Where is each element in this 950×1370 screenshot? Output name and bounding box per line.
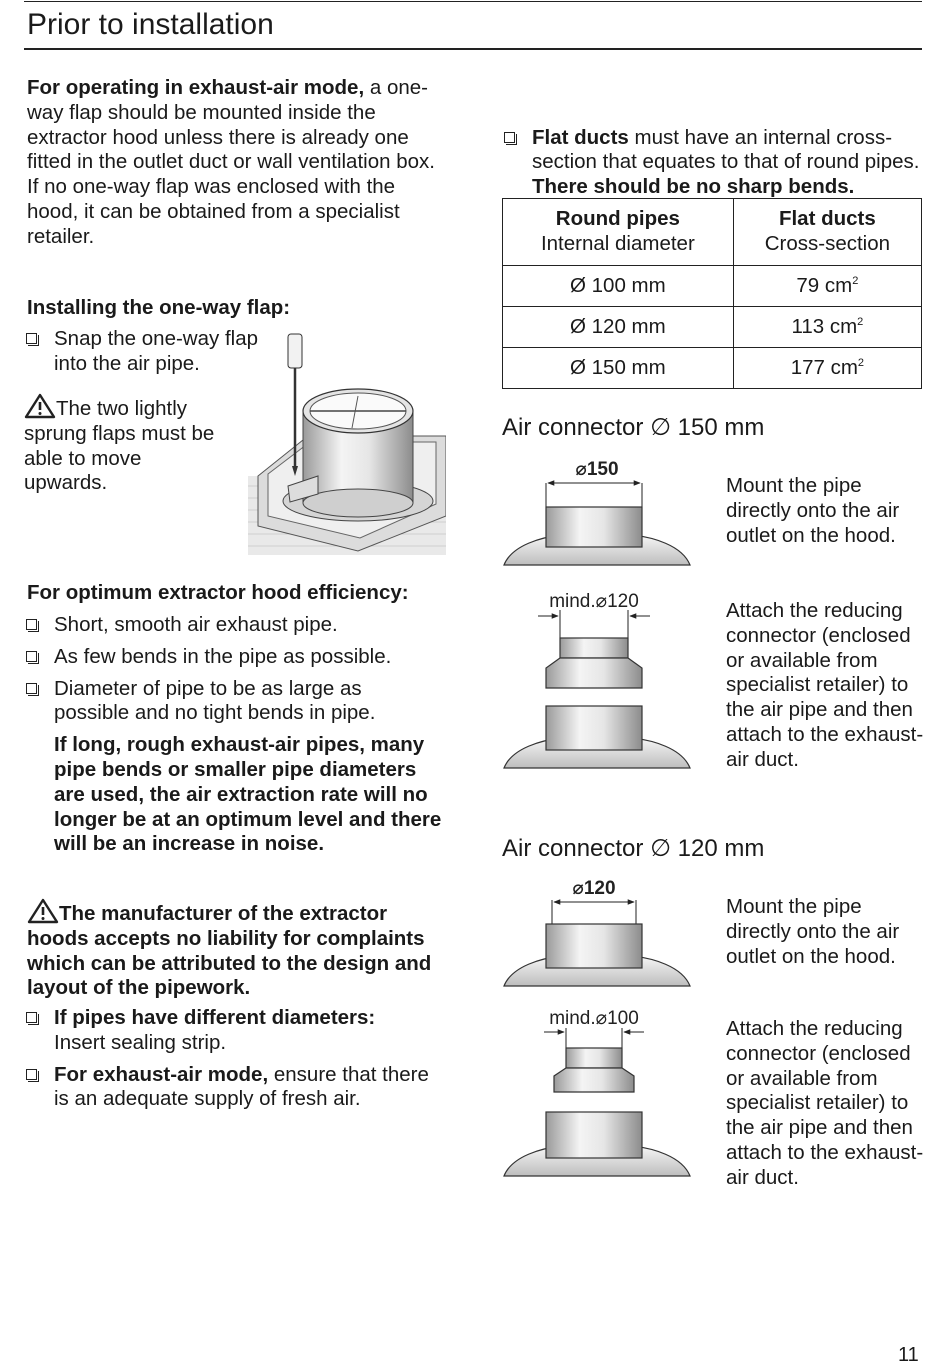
col1-sub: Internal diameter [540,232,695,255]
efficiency-heading: For optimum extractor hood efficiency: [27,581,409,604]
connector150-reducer-label: mind.⌀120 [549,591,639,612]
tip-item [26,1063,446,1113]
tip-bold: If pipes have different diameters: [54,1006,376,1029]
liability-warning [27,898,452,1001]
pipe-conversion-table [502,198,922,389]
installing-step [26,327,276,377]
flat-ducts-note: There should be no sharp bends. [532,175,855,199]
table-cell-round: Ø 150 mm [503,348,734,389]
warning-triangle-icon [27,898,59,924]
checkbox-icon [26,651,37,662]
table-header-flat [733,199,921,266]
flap-installation-illustration [248,326,446,555]
connector120-direct-diagram [502,874,692,988]
table-header-row [503,199,922,266]
intro-paragraph [27,76,447,250]
unit-superscript: 2 [857,356,865,369]
tip-rest: ensure that there is an adequate supply of fresh air. [54,1062,429,1111]
header-rule [24,1,922,2]
page-title: Prior to installation [27,8,274,41]
intro-para2: If no one-way flap was enclosed with the hood, it can be obtained from a specialist retailer. [27,175,400,248]
flat-ducts-bold: Flat ducts [532,125,629,149]
connector120-attach-text: Attach the reducing connector (enclosed or available from specialist retailer) to the air pipe and then attach to the exhaust-air duct. [726,1017,924,1189]
installing-warning-text: The two lightly sprung flaps must be able to move upwards. [24,397,215,495]
warning-triangle-icon [24,393,56,419]
col2-sub: Cross-section [764,232,891,255]
efficiency-note: If long, rough exhaust-air pipes, many pipe bends or smaller pipe diameters are used, the air extraction rate will no longer be at an optimum level and there will be an increase in noise. [54,733,442,856]
intro-lead-bold: For operating in exhaust-air mode, [27,76,365,99]
connector120-dim-label: ⌀120 [572,878,616,899]
flat-value: 79 cm [796,273,853,297]
table-row [503,307,922,348]
flat-ducts-item [504,126,922,200]
title-rule [24,48,922,50]
flat-value: 177 cm [790,355,858,379]
col2-title: Flat ducts [778,207,876,231]
checkbox-icon [26,619,37,630]
table-row [503,348,922,389]
connector120-mount-text: Mount the pipe directly onto the air outlet on the hood. [726,895,900,968]
table-row [503,266,922,307]
checkbox-icon [504,132,515,143]
table-cell-flat [733,348,921,389]
connector150-mount-text: Mount the pipe directly onto the air outlet on the hood. [726,474,900,547]
tip-rest: Insert sealing strip. [54,1030,227,1054]
efficiency-item [26,677,414,727]
unit-superscript: 2 [857,315,864,328]
checkbox-icon [26,1012,37,1023]
efficiency-list [26,613,446,857]
connector150-heading: Air connector ∅ 150 mm [502,414,765,441]
efficiency-item-text: As few bends in the pipe as possible. [54,644,392,668]
table-cell-flat [733,266,921,307]
table-cell-round: Ø 100 mm [503,266,734,307]
table-header-round [503,199,734,266]
efficiency-item-text: Diameter of pipe to be as large as possible and no tight bends in pipe. [54,676,376,725]
efficiency-item [26,645,446,670]
col1-title: Round pipes [555,207,680,231]
table-cell-round: Ø 120 mm [503,307,734,348]
flat-ducts-rest: must have an internal cross-section that equates to that of round pipes. [532,125,920,174]
efficiency-item-text: Short, smooth air exhaust pipe. [54,613,338,636]
tips-list [26,1006,446,1112]
page-number: 11 [898,1344,919,1366]
flat-value: 113 cm [791,314,858,338]
liability-warning-text: The manufacturer of the extractor hoods accepts no liability for complaints which can be attributed to the design and layout of the pipework. [27,902,432,1000]
table-cell-flat [733,307,921,348]
installing-heading: Installing the one-way flap: [27,296,291,319]
intro-lead-rest: a one-way flap should be mounted inside the extractor hood unless there is already one fitted in the outlet duct or wall ventilation box. [27,76,435,174]
connector150-reducer-diagram [502,588,692,770]
installing-warning [24,393,229,496]
tip-item [26,1006,446,1056]
connector120-heading: Air connector ∅ 120 mm [502,835,765,862]
connector150-attach-text: Attach the reducing connector (enclosed or available from specialist retailer) to the air pipe and then attach to the exhaust-air duct. [726,599,924,771]
checkbox-icon [26,683,37,694]
tip-bold: For exhaust-air mode, [54,1062,269,1086]
checkbox-icon [26,333,37,344]
checkbox-icon [26,1069,37,1080]
unit-superscript: 2 [852,274,859,287]
connector150-dim-label: ⌀150 [575,459,619,480]
connector120-reducer-diagram [502,1004,692,1178]
connector150-direct-diagram [502,455,692,567]
connector120-reducer-label: mind.⌀100 [549,1008,639,1029]
efficiency-item [26,613,446,638]
installing-step-text: Snap the one-way flap into the air pipe. [54,327,258,375]
